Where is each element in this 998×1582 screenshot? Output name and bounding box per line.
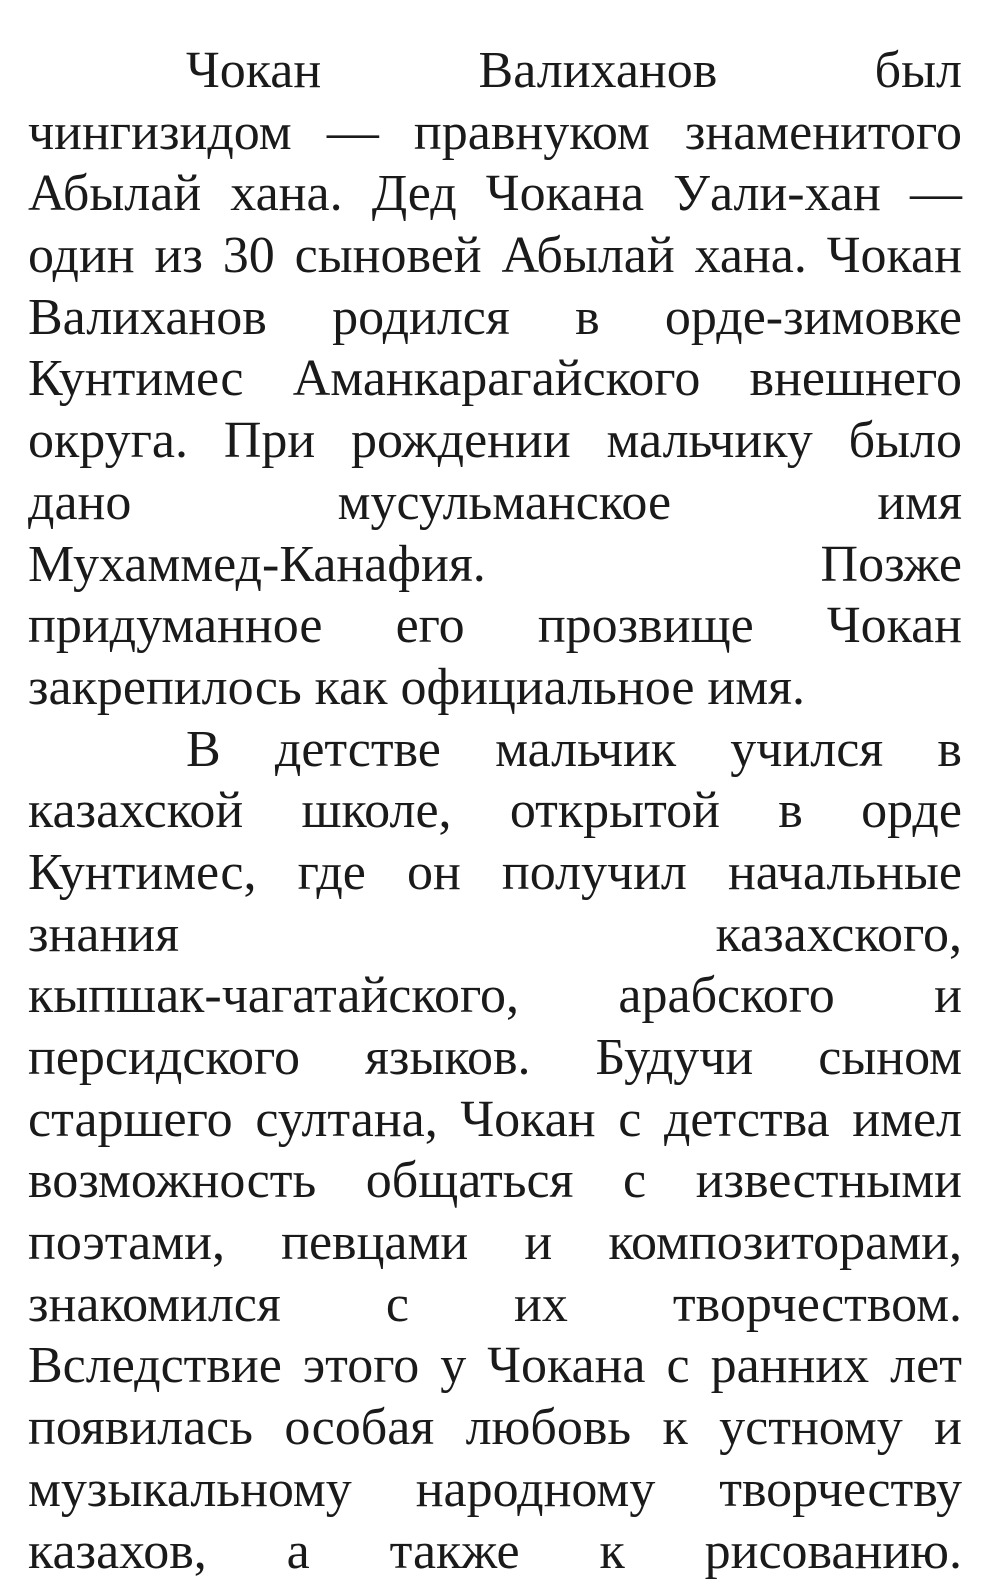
word: устному — [719, 1399, 903, 1457]
text-line — [28, 657, 962, 719]
word: известными — [695, 1152, 962, 1210]
word: 30 — [222, 227, 275, 285]
word: детстве — [274, 720, 441, 778]
word: общаться — [365, 1152, 574, 1210]
word: с — [385, 1275, 409, 1333]
word: к — [662, 1399, 688, 1457]
word: Дед — [371, 165, 457, 223]
word: мальчику — [606, 412, 813, 470]
text-line — [28, 163, 962, 225]
word: где — [297, 843, 366, 901]
word: и — [524, 1214, 553, 1272]
word: хана. — [230, 165, 343, 223]
word: дано — [28, 473, 132, 531]
word: В — [186, 720, 221, 778]
word: получил — [501, 843, 687, 901]
word: знания — [28, 905, 180, 963]
word: творчеством. — [672, 1275, 962, 1333]
word: Уали-хан — [673, 165, 881, 223]
word: прозвище — [537, 597, 754, 655]
text-column — [28, 40, 962, 1580]
text-line — [28, 965, 962, 1027]
paragraph — [28, 40, 962, 719]
text-line — [28, 1212, 962, 1274]
word: возможность — [28, 1152, 317, 1210]
text-line — [28, 842, 962, 904]
word: детства — [663, 1090, 830, 1148]
word: Аманкарагайского — [292, 350, 701, 408]
word: сыном — [818, 1029, 962, 1086]
word: казахской — [28, 782, 244, 840]
text-line — [28, 225, 962, 287]
paragraph — [28, 719, 962, 1580]
word: особая — [284, 1399, 435, 1457]
word: казахов, — [28, 1522, 207, 1580]
word: Чокан — [460, 1090, 596, 1148]
word: с — [618, 1090, 642, 1148]
text-line — [28, 40, 962, 102]
word: он — [406, 843, 461, 901]
word: знаменитого — [684, 103, 962, 161]
word: Позже — [820, 535, 962, 593]
word: композиторами, — [608, 1214, 962, 1272]
word: Валиханов — [28, 288, 267, 346]
word: Будучи — [595, 1029, 754, 1086]
text-line — [28, 1274, 962, 1336]
word: из — [154, 227, 203, 285]
word: появилась — [28, 1399, 253, 1457]
word: лет — [890, 1337, 962, 1395]
text-line — [28, 1521, 962, 1580]
word: знакомился — [28, 1275, 281, 1333]
text-line — [28, 472, 962, 534]
word: имя — [877, 473, 962, 531]
word: открытой — [509, 782, 720, 840]
word: Чокан — [826, 597, 962, 655]
word: Вследствие — [28, 1337, 282, 1395]
word: в — [575, 288, 600, 346]
word: — — [326, 103, 379, 161]
word: персидского — [28, 1029, 301, 1086]
word: языков. — [364, 1029, 531, 1086]
text-line — [28, 348, 962, 410]
text-line — [28, 1335, 962, 1397]
text-line — [28, 1150, 962, 1212]
text-line — [28, 1027, 962, 1089]
word: хана. — [694, 227, 807, 285]
word: рисованию. — [704, 1522, 962, 1580]
word: родился — [332, 288, 510, 346]
word: также — [389, 1522, 520, 1580]
word: кыпшак-чагатайского, — [28, 967, 520, 1025]
word: Мухаммед-Канафия. — [28, 535, 486, 593]
text-line — [28, 904, 962, 966]
word: народному — [415, 1460, 656, 1518]
word: придуманное — [28, 597, 323, 655]
text-line — [28, 410, 962, 472]
word: правнуком — [413, 103, 650, 161]
text-line — [28, 102, 962, 164]
word: чингизидом — [28, 103, 292, 161]
word: с — [623, 1152, 647, 1210]
word: Кунтимес, — [28, 843, 257, 901]
word: и — [934, 1399, 962, 1457]
word: округа. — [28, 412, 188, 470]
word: Чокана — [485, 165, 645, 223]
word: внешнего — [749, 350, 962, 408]
word: Абылай — [28, 165, 202, 223]
text-line — [28, 1089, 962, 1151]
word: один — [28, 227, 135, 285]
word: школе, — [301, 782, 452, 840]
word: орде-зимовке — [664, 288, 962, 346]
word: арабского — [618, 967, 835, 1025]
text-line — [28, 1397, 962, 1459]
word: Валиханов — [478, 42, 718, 99]
word: сыновей — [294, 227, 482, 285]
word: учился — [730, 720, 884, 778]
word: в — [937, 720, 962, 778]
word: а — [286, 1522, 310, 1580]
text-line — [28, 1459, 962, 1521]
word: мусульманское — [337, 473, 672, 531]
word: — — [909, 165, 962, 223]
word: Абылай — [501, 227, 675, 285]
word: Чокана — [487, 1337, 646, 1395]
word: казахского, — [715, 905, 962, 963]
word: музыкальному — [28, 1460, 352, 1518]
word: начальные — [727, 843, 962, 901]
text-line — [28, 595, 962, 657]
word: орде — [861, 782, 962, 840]
word: было — [848, 412, 962, 470]
word: имел — [852, 1090, 962, 1148]
word: певцами — [281, 1214, 469, 1272]
word: ранних — [710, 1337, 870, 1395]
text-line — [28, 719, 962, 781]
word: Чокан — [826, 227, 962, 285]
word: этого — [302, 1337, 420, 1395]
word: султана, — [255, 1090, 438, 1148]
word: к — [599, 1522, 625, 1580]
word: был — [874, 42, 962, 99]
word: мальчик — [495, 720, 677, 778]
word: рождении — [351, 412, 571, 470]
word: закрепилось как официальное имя. — [28, 658, 806, 716]
word: любовь — [465, 1399, 632, 1457]
word: и — [934, 967, 962, 1025]
word: Чокан — [186, 42, 322, 99]
word: их — [514, 1275, 568, 1333]
text-line — [28, 534, 962, 596]
word: у — [440, 1337, 467, 1395]
word: поэтами, — [28, 1214, 225, 1272]
word: старшего — [28, 1090, 233, 1148]
word: в — [778, 782, 803, 840]
text-line — [28, 780, 962, 842]
word: При — [223, 412, 316, 470]
word: творчеству — [719, 1460, 962, 1518]
word: с — [666, 1337, 690, 1395]
word: Кунтимес — [28, 350, 244, 408]
text-line — [28, 287, 962, 349]
word: его — [395, 597, 465, 655]
